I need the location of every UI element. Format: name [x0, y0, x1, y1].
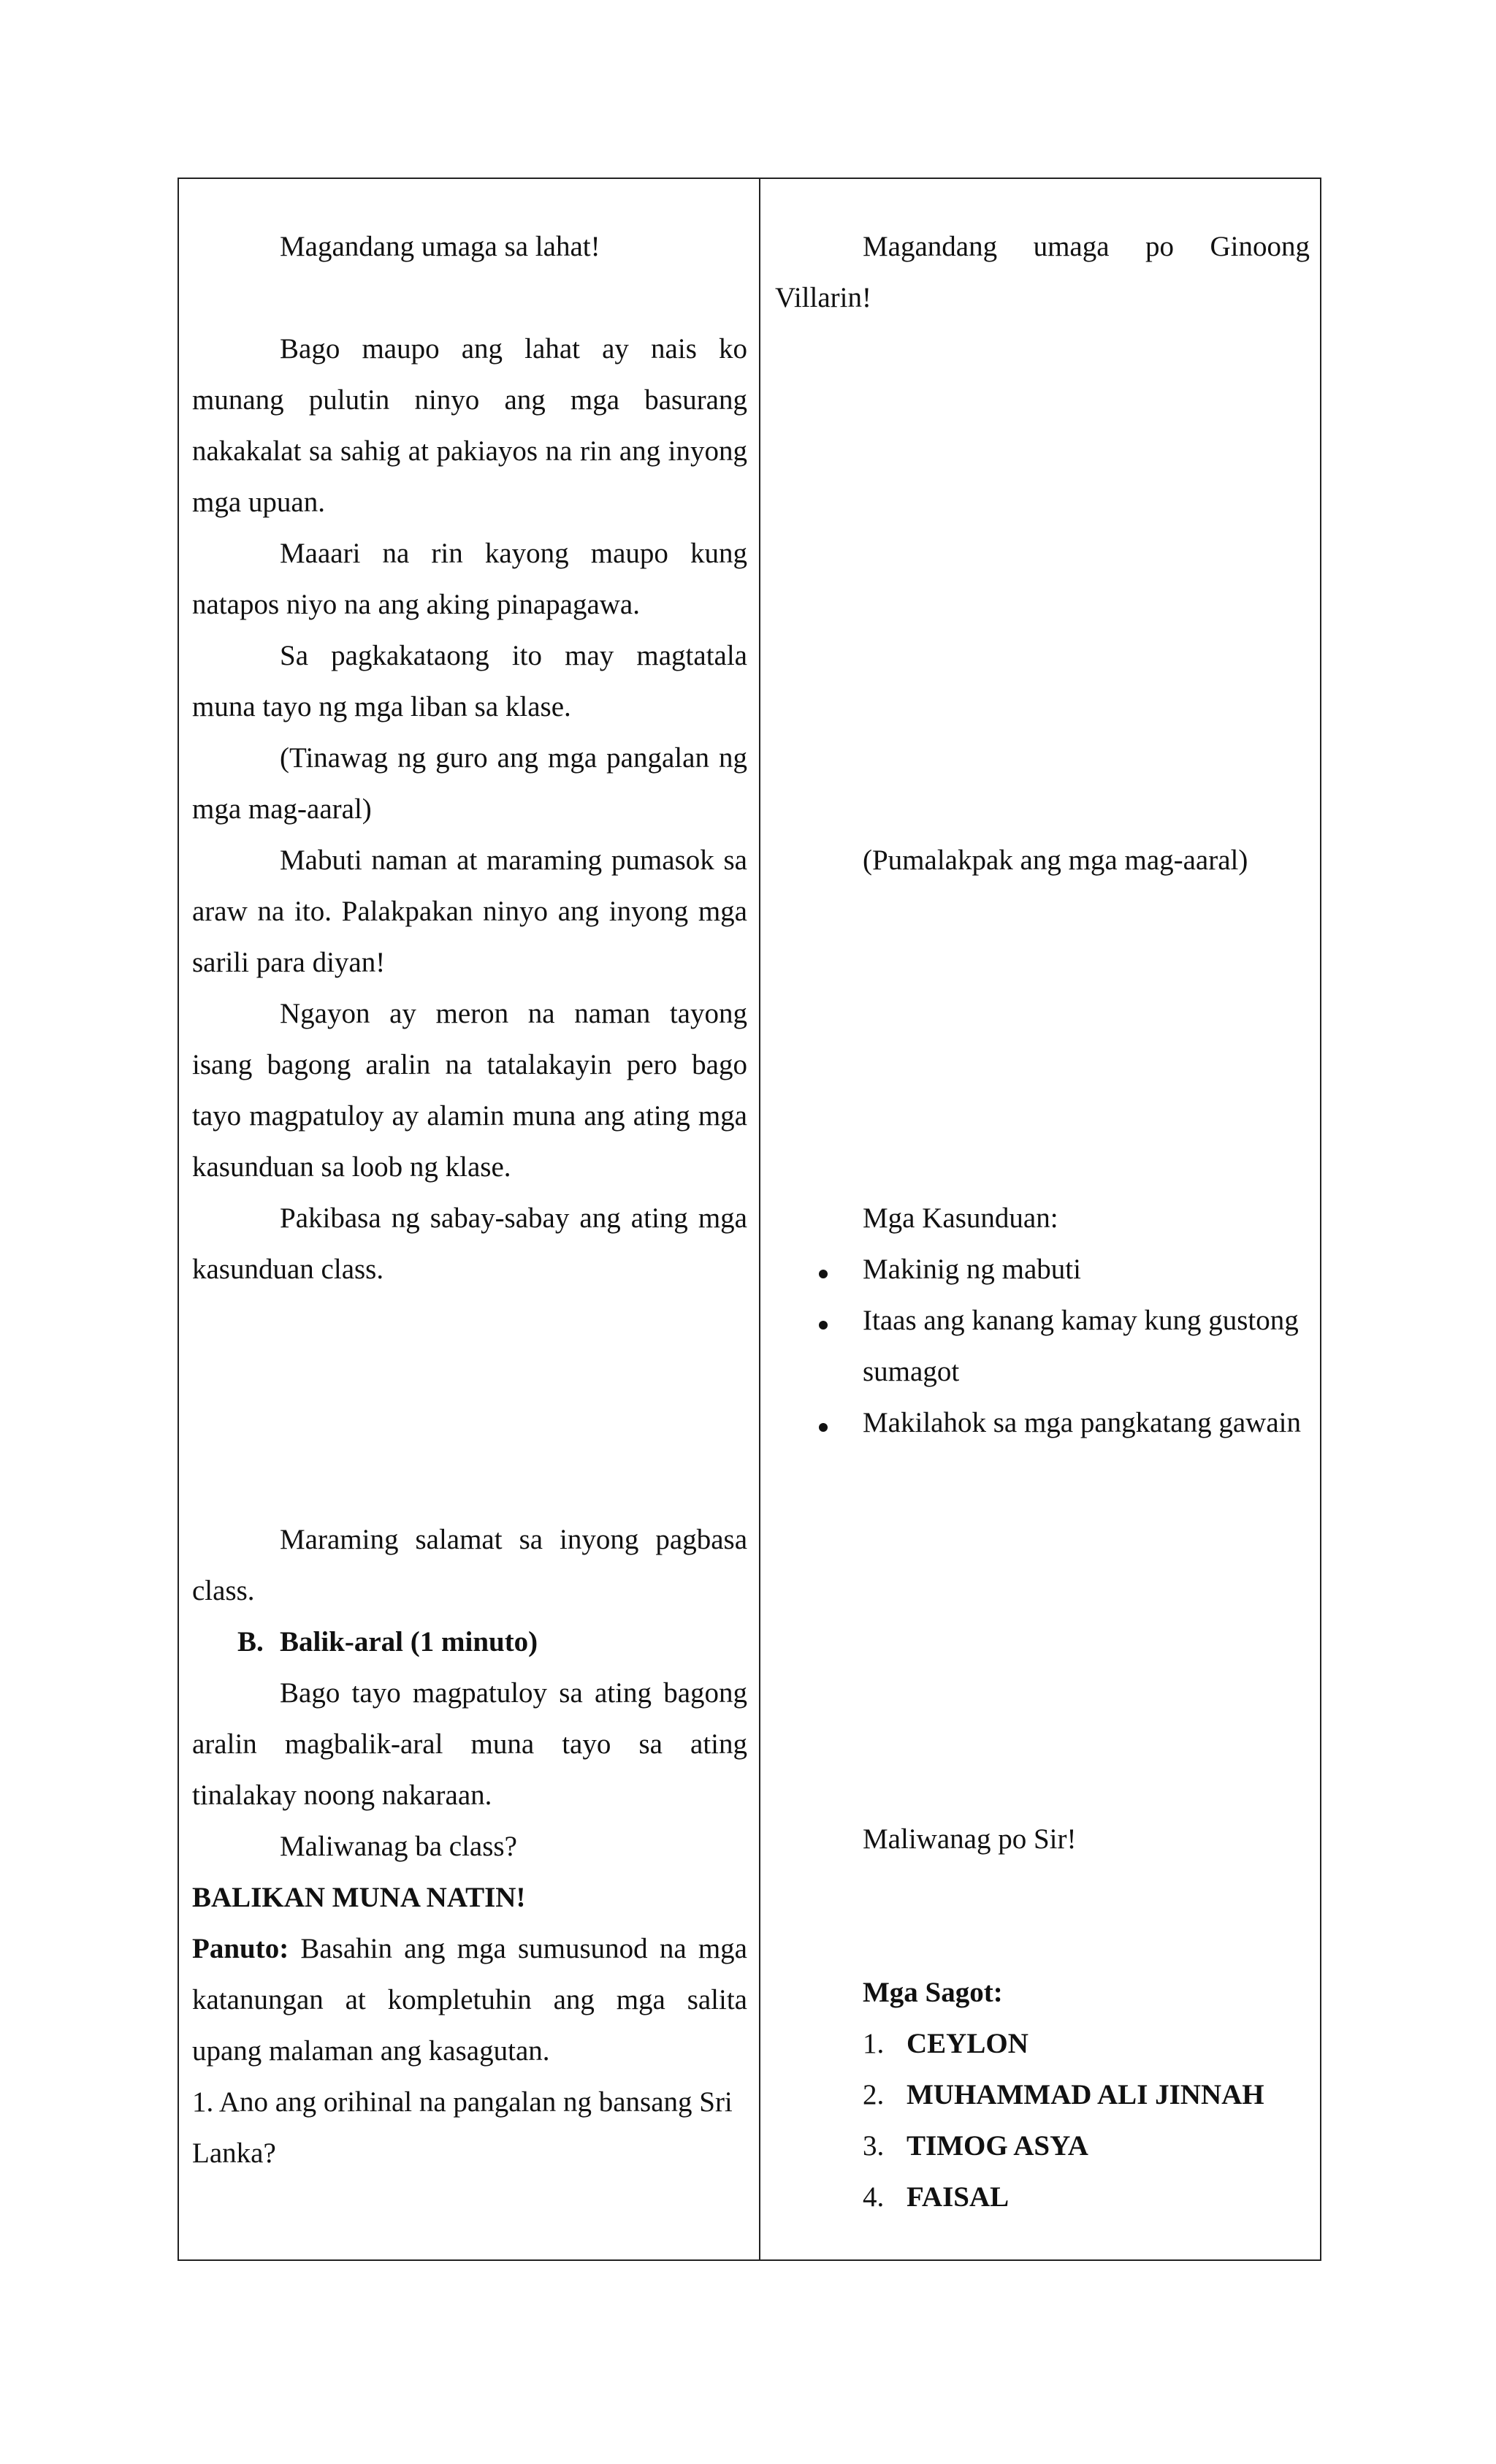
panuto-text: Basahin ang mga sumusunod na mga katanungan at kompletuhin ang mga salita upang malaman ang kasagutan.	[192, 1933, 747, 2067]
panuto-label: Panuto:	[192, 1933, 289, 1964]
answer-number: 3.	[863, 2130, 885, 2162]
answer-number: 2.	[863, 2079, 885, 2110]
students-clear-reply: Maliwanag po Sir!	[863, 1823, 1077, 1855]
teacher-praise: Mabuti naman at maraming pumasok sa araw na ito. Palakpakan ninyo ang inyong mga sarili para diyan!	[192, 844, 747, 978]
column-divider	[759, 179, 760, 2259]
students-greeting-reply: Magandang umaga po Ginoong Villarin!	[775, 231, 1310, 313]
answer-text: FAISAL	[907, 2181, 1010, 2213]
answers-title: Mga Sagot:	[863, 1977, 1003, 2008]
bullet-icon	[819, 1321, 828, 1330]
answer-number: 4.	[863, 2181, 885, 2213]
answer-text: MUHAMMAD ALI JINNAH	[907, 2079, 1264, 2110]
section-title: Balik-aral (1 minuto)	[280, 1626, 538, 1658]
answer-text: CEYLON	[907, 2028, 1028, 2059]
students-applause: (Pumalakpak ang mga mag-aaral)	[863, 844, 1248, 876]
rule-item: Makilahok sa mga pangkatang gawain	[863, 1407, 1301, 1438]
teacher-greeting: Magandang umaga sa lahat!	[280, 231, 600, 262]
answer-text: TIMOG ASYA	[907, 2130, 1088, 2162]
bullet-icon	[819, 1270, 828, 1278]
balikan-heading: BALIKAN MUNA NATIN!	[192, 1882, 526, 1913]
lesson-plan-table	[178, 178, 1321, 2261]
section-marker: B.	[237, 1626, 264, 1658]
rule-item: Makinig ng mabuti	[863, 1254, 1081, 1285]
teacher-new-lesson: Ngayon ay meron na naman tayong isang bagong aralin na tatalakayin pero bago tayo magpatuloy ay alamin muna ang ating mga kasunduan sa loob ng klase.	[192, 998, 747, 1183]
rules-title: Mga Kasunduan:	[863, 1202, 1058, 1234]
teacher-pickup-instruction: Bago maupo ang lahat ay nais ko munang pulutin ninyo ang mga basurang nakakalat sa sahig at pakiayos na rin ang inyong mga upuan.	[192, 333, 747, 518]
panuto-paragraph	[192, 1923, 747, 2077]
question-1: 1. Ano ang orihinal na pangalan ng bansang Sri Lanka?	[192, 2086, 733, 2169]
teacher-attendance: Sa pagkakataong ito may magtatala muna tayo ng mga liban sa klase.	[192, 640, 747, 722]
teacher-review-intro: Bago tayo magpatuloy sa ating bagong aralin magbalik-aral muna tayo sa ating tinalakay noong nakaraan.	[192, 1677, 747, 1811]
teacher-read-rules: Pakibasa ng sabay-sabay ang ating mga kasunduan class.	[192, 1202, 747, 1285]
teacher-thanks: Maraming salamat sa inyong pagbasa class.	[192, 1524, 747, 1606]
teacher-roll-call: (Tinawag ng guro ang mga pangalan ng mga mag-aaral)	[192, 742, 747, 825]
answer-number: 1.	[863, 2028, 885, 2059]
teacher-sit-instruction: Maaari na rin kayong maupo kung natapos niyo na ang aking pinapagawa.	[192, 538, 747, 620]
rule-item: Itaas ang kanang kamay kung gustong sumagot	[863, 1305, 1299, 1387]
teacher-clear-question: Maliwanag ba class?	[280, 1831, 517, 1862]
bullet-icon	[819, 1423, 828, 1432]
